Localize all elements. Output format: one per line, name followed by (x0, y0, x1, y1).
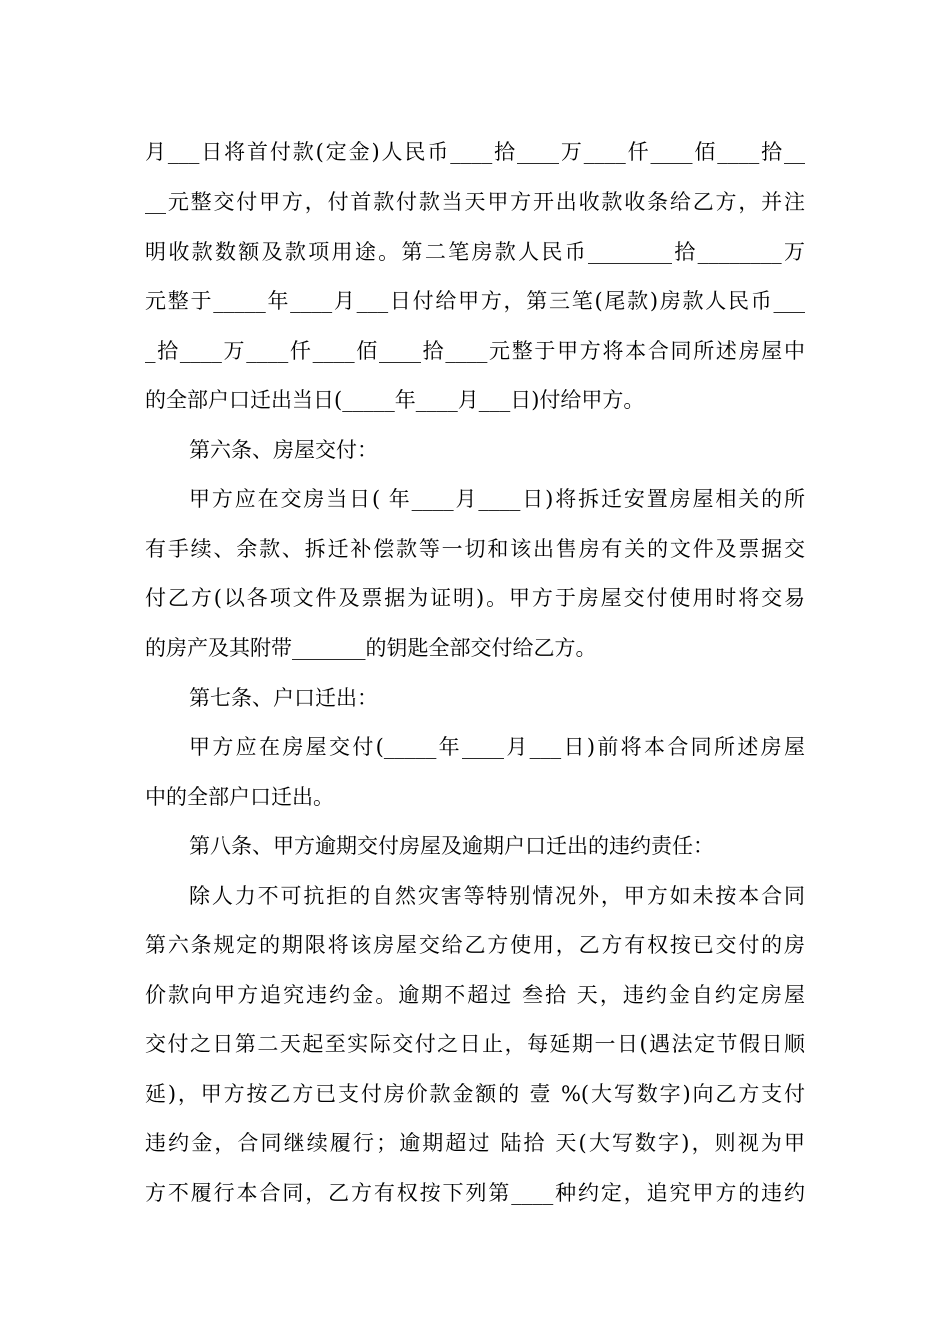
text-line: _拾____万____仟____佰____拾____元整于甲方将本合同所述房屋中 (145, 339, 805, 363)
text-line: 有手续、余款、拆迁补偿款等一切和该出售房有关的文件及票据交 (145, 537, 805, 561)
text-line: 付乙方(以各项文件及票据为证明)。甲方于房屋交付使用时将交易 (145, 586, 805, 610)
section-heading-article-7: 第七条、户口迁出： (189, 686, 378, 710)
text-line: 中的全部户口迁出。 (145, 785, 334, 809)
text-line: __元整交付甲方，付首款付款当天甲方开出收款收条给乙方，并注 (145, 190, 805, 214)
text-line: 违约金，合同继续履行；逾期超过 陆拾 天(大写数字)，则视为甲 (145, 1131, 805, 1155)
text-line: 甲方应在房屋交付(_____年____月___日)前将本合同所述房屋 (189, 735, 805, 759)
section-heading-article-8: 第八条、甲方逾期交付房屋及逾期户口迁出的违约责任： (189, 834, 714, 858)
text-line: 月___日将首付款(定金)人民币____拾____万____仟____佰____拾__ (145, 140, 805, 164)
text-line: 甲方应在交房当日( 年____月____日)将拆迁安置房屋相关的所 (189, 487, 805, 511)
text-line: 方不履行本合同，乙方有权按下列第____种约定，追究甲方的违约 (145, 1181, 805, 1205)
text-line: 交付之日第二天起至实际交付之日止，每延期一日(遇法定节假日顺 (145, 1032, 805, 1056)
text-line: 第六条规定的期限将该房屋交给乙方使用，乙方有权按已交付的房 (145, 933, 805, 957)
text-line: 延)，甲方按乙方已支付房价款金额的 壹 %(大写数字)向乙方支付 (145, 1082, 805, 1106)
section-heading-article-6: 第六条、房屋交付： (189, 438, 378, 462)
text-line: 的全部户口迁出当日(_____年____月___日)付给甲方。 (145, 388, 645, 412)
text-line: 除人力不可抗拒的自然灾害等特别情况外，甲方如未按本合同 (189, 884, 805, 908)
text-line: 元整于_____年____月___日付给甲方，第三笔(尾款)房款人民币___ (145, 289, 805, 313)
text-line: 的房产及其附带_______的钥匙全部交付给乙方。 (145, 636, 597, 660)
text-line: 价款向甲方追究违约金。逾期不超过 叁拾 天，违约金自约定房屋 (145, 983, 805, 1007)
text-line: 明收款数额及款项用途。第二笔房款人民币________拾________万 (145, 240, 805, 264)
